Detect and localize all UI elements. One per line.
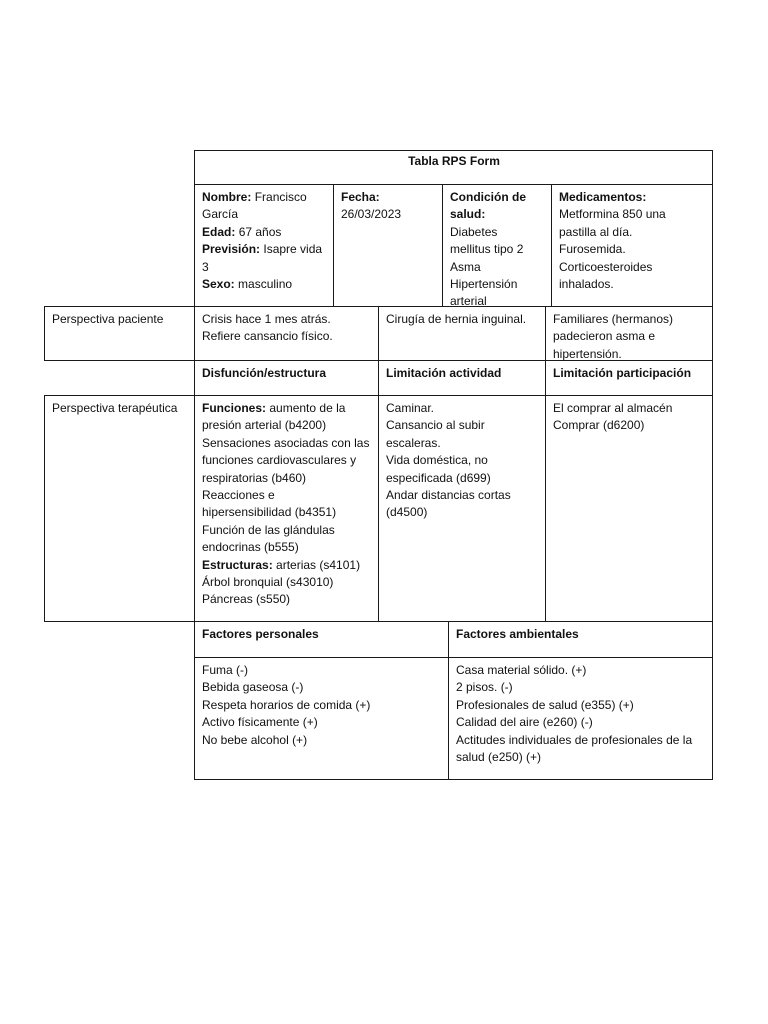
therapeutic-activity — [379, 396, 545, 621]
structure-line: arterias (s4101) — [276, 557, 361, 572]
activity-line: escaleras. — [386, 435, 441, 450]
function-line: Función de las glándulas — [202, 522, 335, 537]
function-line: presión arterial (b4200) — [202, 418, 327, 433]
personal-factor-item: Activo físicamente (+) — [202, 715, 318, 730]
patient-perspective-activity — [379, 307, 545, 360]
participation-line: El comprar al almacén — [553, 401, 673, 415]
name-value-continued: García — [202, 207, 239, 222]
activity-line: especificada (d699) — [386, 470, 491, 485]
therapeutic-participation — [546, 396, 712, 621]
function-line: hipersensibilidad (b4351) — [202, 505, 337, 520]
date-label: Fecha: — [341, 190, 380, 204]
perspective-line: Crisis hace 1 mes atrás. — [202, 312, 331, 326]
activity-line: Cansancio al subir — [386, 418, 485, 433]
environmental-factor-item: Calidad del aire (e260) (-) — [456, 715, 593, 730]
therapeutic-perspective-label: Perspectiva terapéutica — [52, 401, 178, 415]
function-line: aumento de la — [269, 401, 346, 415]
activity-line: Caminar. — [386, 401, 435, 415]
medications-cell — [552, 185, 712, 306]
medication-line: Metformina 850 una — [559, 207, 666, 222]
header-participation: Limitación participación — [553, 366, 692, 380]
environmental-factor-item: Actitudes individuales de profesionales de la — [456, 732, 693, 747]
structure-line: Páncreas (s550) — [202, 592, 291, 607]
name-label: Nombre: — [202, 190, 252, 204]
health-condition-cell — [443, 185, 551, 306]
environmental-factor-item: Profesionales de salud (e355) (+) — [456, 697, 634, 712]
prevision-label: Previsión: — [202, 242, 261, 257]
medication-line: Furosemida. — [559, 242, 626, 257]
structures-label: Estructuras: — [202, 557, 273, 572]
date-cell — [334, 185, 442, 306]
function-line: endocrinas (b555) — [202, 540, 299, 555]
border-line — [194, 779, 713, 780]
name-value: Francisco — [254, 190, 307, 204]
function-line: funciones cardiovasculares y — [202, 453, 357, 468]
medications-label: Medicamentos: — [559, 190, 647, 204]
patient-info-cell — [195, 185, 333, 306]
environmental-factor-item: salud (e250) (+) — [456, 750, 542, 765]
header-activity: Limitación actividad — [386, 366, 502, 380]
patient-perspective-dysfunction — [195, 307, 378, 360]
function-line: respiratorias (b460) — [202, 470, 307, 485]
environmental-factors-header: Factores ambientales — [456, 627, 579, 641]
function-line: Reacciones e — [202, 488, 275, 503]
sex-value: masculino — [238, 277, 293, 292]
condition-line: Asma — [450, 259, 481, 274]
medication-line: inhalados. — [559, 277, 614, 292]
condition-label-continued: salud: — [450, 207, 486, 222]
therapeutic-dysfunction — [195, 396, 378, 621]
personal-factor-item: Fuma (-) — [202, 663, 248, 677]
patient-perspective-participation — [546, 307, 712, 360]
personal-factor-item: Respeta horarios de comida (+) — [202, 697, 371, 712]
personal-factors — [195, 658, 448, 779]
personal-factor-item: Bebida gaseosa (-) — [202, 680, 304, 695]
prevision-value: Isapre vida — [263, 242, 323, 257]
activity-line: Vida doméstica, no — [386, 453, 488, 468]
prevision-value-continued: 3 — [202, 259, 209, 274]
medication-line: pastilla al día. — [559, 224, 633, 239]
perspective-line: Familiares (hermanos) — [553, 312, 674, 326]
perspective-line: padecieron asma e — [553, 329, 656, 344]
perspective-line: Cirugía de hernia inguinal. — [386, 312, 527, 326]
function-line: Sensaciones asociadas con las — [202, 435, 370, 450]
perspective-line: Refiere cansancio físico. — [202, 329, 333, 344]
environmental-factor-item: 2 pisos. (-) — [456, 680, 513, 695]
condition-line: arterial — [450, 294, 487, 306]
patient-perspective-label: Perspectiva paciente — [52, 312, 164, 326]
participation-line: Comprar (d6200) — [553, 418, 645, 433]
functions-label: Funciones: — [202, 401, 267, 415]
age-label: Edad: — [202, 224, 236, 239]
condition-line: Diabetes — [450, 224, 498, 239]
header-dysfunction: Disfunción/estructura — [202, 366, 327, 380]
personal-factor-item: No bebe alcohol (+) — [202, 732, 308, 747]
age-value: 67 años — [238, 224, 282, 239]
environmental-factors — [449, 658, 712, 779]
sex-label: Sexo: — [202, 277, 235, 292]
border-line — [712, 150, 713, 780]
activity-line: (d4500) — [386, 505, 428, 520]
condition-label: Condición de — [450, 190, 526, 204]
date-value: 26/03/2023 — [341, 207, 402, 222]
table-title: Tabla RPS Form — [408, 154, 500, 168]
perspective-line: hipertensión. — [553, 346, 622, 360]
condition-line: mellitus tipo 2 — [450, 242, 524, 257]
activity-line: Andar distancias cortas — [386, 488, 511, 503]
structure-line: Árbol bronquial (s43010) — [202, 575, 334, 590]
medication-line: Corticoesteroides — [559, 259, 653, 274]
environmental-factor-item: Casa material sólido. (+) — [456, 663, 587, 677]
condition-line: Hipertensión — [450, 277, 518, 292]
personal-factors-header: Factores personales — [202, 627, 319, 641]
